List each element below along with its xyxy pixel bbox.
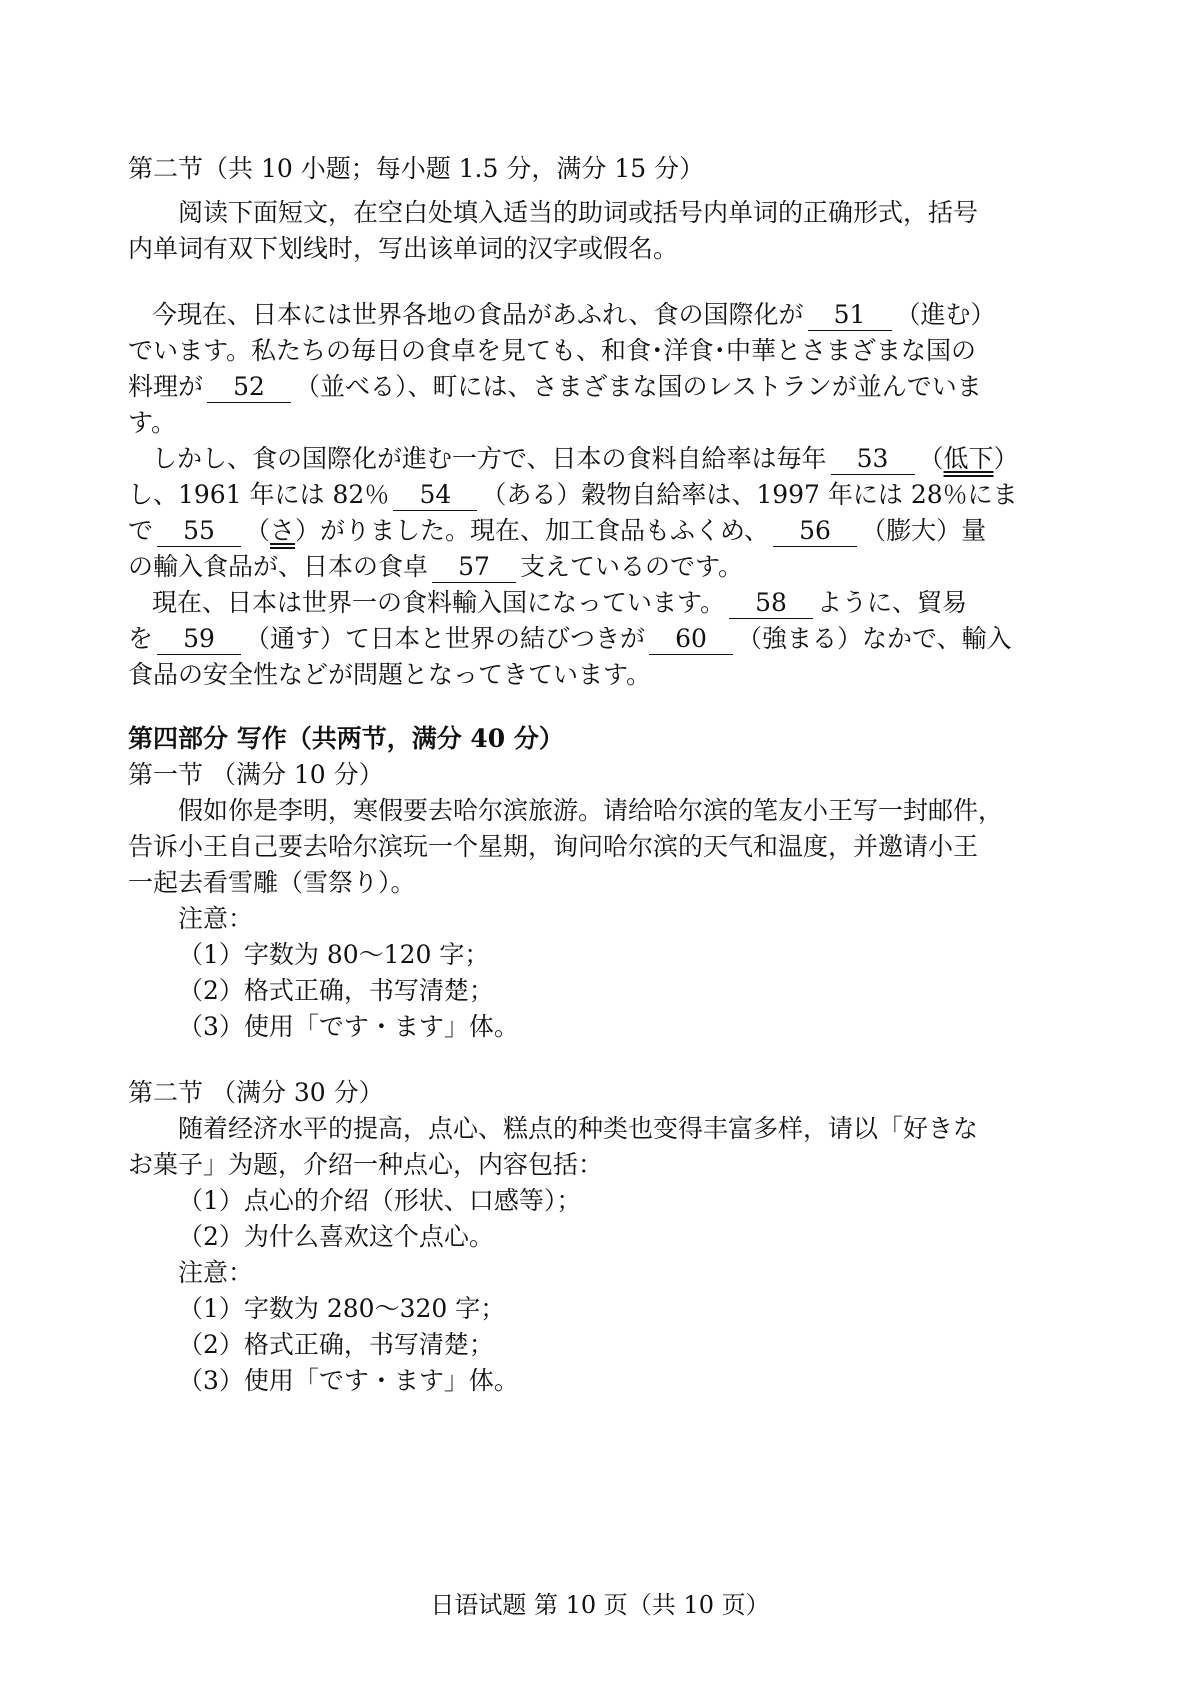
blank-54: 54 xyxy=(393,480,477,511)
passage-line: の輸入食品が、日本の食卓 57 支えているのです。 xyxy=(128,552,744,581)
passage-line: でいます。私たちの毎日の食卓を見ても、和食･洋食･中華とさまざまな国の xyxy=(128,336,977,365)
blank-56: 56 xyxy=(773,516,857,547)
reading-section-heading: 第二节（共 10 小题；每小题 1.5 分，满分 15 分） xyxy=(128,154,705,183)
content-item: （2）为什么喜欢这个点心。 xyxy=(178,1222,494,1251)
blank-55: 55 xyxy=(157,516,241,547)
note-item: （1）字数为 280～320 字； xyxy=(178,1294,506,1323)
task-line: 假如你是李明，寒假要去哈尔滨旅游。请给哈尔滨的笔友小王写一封邮件， xyxy=(178,796,1004,825)
blank-59: 59 xyxy=(157,624,241,655)
double-underlined-word: 低下 xyxy=(943,444,994,473)
blank-53: 53 xyxy=(831,444,915,475)
writing-part-heading: 第四部分 写作（共两节，满分 40 分） xyxy=(128,724,564,753)
note-label: 注意： xyxy=(178,904,254,933)
note-item: （2）格式正确，书写清楚； xyxy=(178,976,494,1005)
content-item: （1）点心的介绍（形状、口感等）； xyxy=(178,1186,582,1215)
reading-instruction-line-1: 阅读下面短文，在空白处填入适当的助词或括号内单词的正确形式，括号 xyxy=(178,198,979,227)
blank-51: 51 xyxy=(808,300,892,331)
writing-section-1-heading: 第一节 （满分 10 分） xyxy=(128,760,384,789)
blank-57: 57 xyxy=(432,552,516,583)
passage-line: しかし、食の国際化が進む一方で、日本の食料自給率は毎年 53 （低下） xyxy=(152,444,1019,473)
writing-section-2-heading: 第二节 （满分 30 分） xyxy=(128,1078,384,1107)
passage-line: を 59 （通す）て日本と世界の結びつきが 60 （強まる）なかで、輸入 xyxy=(128,624,1012,653)
note-item: （2）格式正确，书写清楚； xyxy=(178,1330,494,1359)
blank-58: 58 xyxy=(729,588,813,619)
task-line: 告诉小王自己要去哈尔滨玩一个星期，询问哈尔滨的天气和温度，并邀请小王 xyxy=(128,832,979,861)
note-item: （3）使用「です・ます」体。 xyxy=(178,1012,519,1041)
note-label: 注意： xyxy=(178,1258,254,1287)
blank-52: 52 xyxy=(207,372,291,403)
blank-60: 60 xyxy=(649,624,733,655)
task-line: 随着经济水平的提高，点心、糕点的种类也变得丰富多样，请以「好きな xyxy=(178,1114,979,1143)
passage-line: 食品の安全性などが問題となってきています。 xyxy=(128,660,652,689)
reading-instruction-line-2: 内单词有双下划线时，写出该单词的汉字或假名。 xyxy=(128,234,679,263)
task-line: お菓子」为题，介绍一种点心，内容包括： xyxy=(128,1150,604,1179)
double-underlined-word: さ xyxy=(270,516,296,545)
passage-line: す。 xyxy=(128,408,177,437)
task-line: 一起去看雪雕（雪祭り）。 xyxy=(128,868,416,897)
passage-line: で 55 （さ）がりました。現在、加工食品もふくめ、 56 （膨大）量 xyxy=(128,516,987,545)
passage-line: 現在、日本は世界一の食料輸入国になっています。 58 ように、貿易 xyxy=(152,588,968,617)
page-footer: 日语试题 第 10 页（共 10 页） xyxy=(430,1591,770,1619)
note-item: （1）字数为 80～120 字； xyxy=(178,940,490,969)
note-item: （3）使用「です・ます」体。 xyxy=(178,1366,519,1395)
passage-line: 料理が 52 （並べる）、町には、さまざまな国のレストランが並んでいま xyxy=(128,372,982,401)
passage-line: 今現在、日本には世界各地の食品があふれ、食の国際化が 51 （進む） xyxy=(152,300,996,329)
passage-line: し、1961 年には 82％ 54 （ある）穀物自給率は、1997 年には 28％にま xyxy=(128,480,1018,509)
